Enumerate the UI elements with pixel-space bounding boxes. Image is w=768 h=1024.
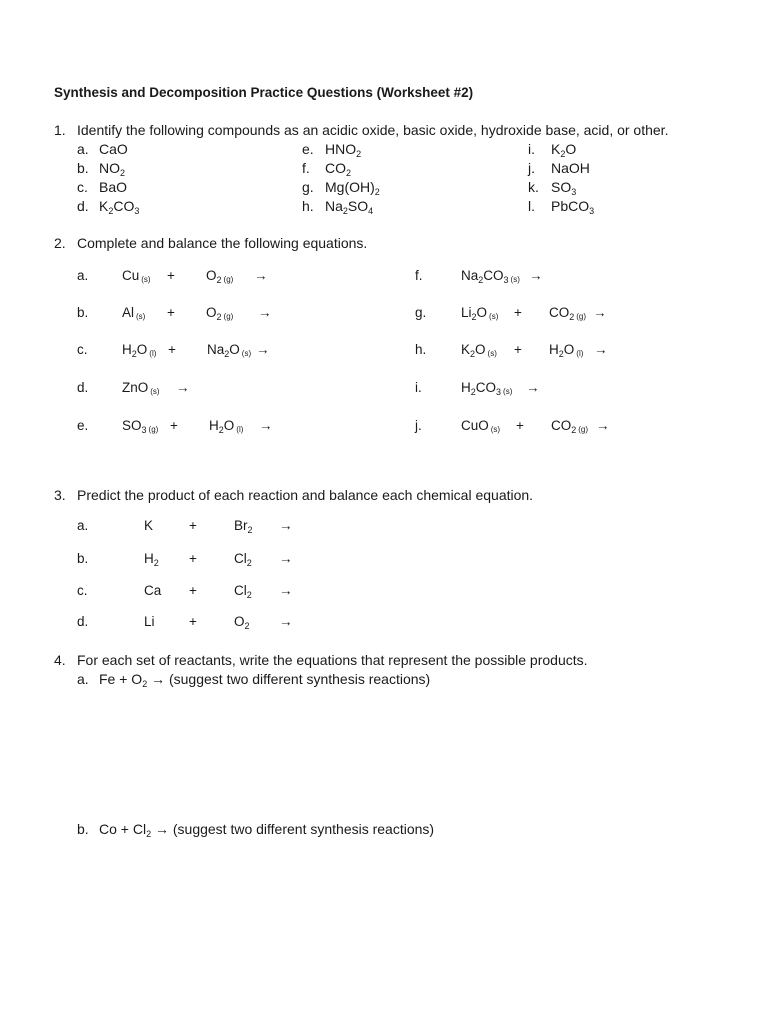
q2-letter: i.: [415, 380, 422, 395]
reactant: $H_2O$ (l): [549, 342, 584, 359]
reactant: CuO (s): [461, 418, 501, 434]
arrow: →: [526, 380, 540, 395]
q1-letter: i.: [528, 141, 535, 157]
q1-number: 1.: [54, 122, 66, 138]
reactant: $O_2$ (g): [206, 305, 234, 322]
reactant: $H_2O$ (l): [122, 342, 157, 359]
arrow: →: [254, 268, 268, 283]
q1-letter: k.: [528, 179, 539, 195]
plus-sign: +: [189, 518, 197, 533]
q1-formula: $K_2O$: [551, 141, 577, 159]
q4-number: 4.: [54, 652, 66, 668]
q2-letter: a.: [77, 268, 89, 283]
q1-formula: $NO_2$: [99, 160, 126, 178]
reactant: $Br_2$: [234, 518, 253, 535]
worksheet-title: Synthesis and Decomposition Practice Questions (Worksheet #2): [54, 85, 474, 100]
arrow: →: [258, 305, 272, 320]
q2-letter: f.: [415, 268, 423, 283]
q1-formula: $Mg(OH)_2$: [325, 179, 380, 197]
q2-text: Complete and balance the following equations.: [77, 235, 368, 251]
q1-formula: NaOH: [551, 160, 590, 176]
q1-formula: $SO_3$: [551, 179, 577, 197]
arrow: →: [256, 342, 270, 357]
q3-letter: b.: [77, 551, 89, 566]
q2-letter: c.: [77, 342, 88, 357]
arrow: →: [176, 380, 190, 395]
arrow: →: [279, 614, 293, 629]
plus-sign: +: [189, 551, 197, 566]
q2-number: 2.: [54, 235, 66, 251]
q1-letter: a.: [77, 141, 89, 157]
q1-letter: l.: [528, 198, 535, 214]
reactant: ZnO (s): [122, 380, 160, 396]
plus-sign: +: [514, 305, 522, 320]
arrow: →: [279, 551, 293, 566]
q1-letter: c.: [77, 179, 88, 195]
plus-sign: +: [167, 268, 175, 283]
q2-letter: g.: [415, 305, 427, 320]
q4-text: For each set of reactants, write the equations that represent the possible products.: [77, 652, 588, 668]
q2-letter: h.: [415, 342, 427, 357]
q2-letter: d.: [77, 380, 89, 395]
q4-letter: b.: [77, 821, 89, 837]
q1-letter: f.: [302, 160, 310, 176]
q1-letter: b.: [77, 160, 89, 176]
reactant: $H_2$: [144, 551, 159, 568]
q1-text: Identify the following compounds as an acidic oxide, basic oxide, hydroxide base, acid, or other.: [77, 122, 669, 138]
plus-sign: +: [168, 342, 176, 357]
plus-sign: +: [167, 305, 175, 320]
q1-formula: CaO: [99, 141, 128, 157]
reactant: $O_2$ (g): [206, 268, 234, 285]
q4-item-text: $Co + Cl_2$ → (suggest two different synthesis reactions): [99, 821, 435, 839]
q3-letter: d.: [77, 614, 89, 629]
q1-letter: e.: [302, 141, 314, 157]
reactant: $Li_2O$ (s): [461, 305, 499, 322]
arrow: →: [279, 583, 293, 598]
q1-letter: j.: [528, 160, 535, 176]
reactant: Li: [144, 614, 155, 629]
q1-letter: g.: [302, 179, 314, 195]
q1-letter: h.: [302, 198, 314, 214]
plus-sign: +: [189, 583, 197, 598]
reactant: $CO_2$ (g): [549, 305, 587, 322]
q3-number: 3.: [54, 487, 66, 503]
plus-sign: +: [189, 614, 197, 629]
reactant: $K_2O$ (s): [461, 342, 497, 359]
q1-formula: $HNO_2$: [325, 141, 362, 159]
reactant: $O_2$: [234, 614, 250, 631]
q3-letter: a.: [77, 518, 89, 533]
q4-letter: a.: [77, 671, 89, 687]
q1-formula: $CO_2$: [325, 160, 352, 178]
reactant: $Cl_2$: [234, 551, 252, 568]
q4-item-text: $Fe + O_2$ → (suggest two different synthesis reactions): [99, 671, 431, 689]
reactant: $Cl_2$: [234, 583, 252, 600]
arrow: →: [594, 342, 608, 357]
q1-letter: d.: [77, 198, 89, 214]
reactant: $SO_3$ (g): [122, 418, 159, 435]
q2-letter: j.: [415, 418, 422, 433]
plus-sign: +: [516, 418, 524, 433]
arrow: →: [279, 518, 293, 533]
reactant: Cu (s): [122, 268, 151, 284]
q1-formula: PbCO$_3$: [551, 198, 595, 216]
reactant: $H_2CO_3$ (s): [461, 380, 513, 397]
q2-letter: e.: [77, 418, 89, 433]
plus-sign: +: [514, 342, 522, 357]
q2-letter: b.: [77, 305, 89, 320]
q1-formula: BaO: [99, 179, 128, 195]
reactant: $Na_2CO_3$ (s): [461, 268, 520, 285]
reactant: Al (s): [122, 305, 146, 321]
reactant: Ca: [144, 583, 162, 598]
arrow: →: [529, 268, 543, 283]
q3-letter: c.: [77, 583, 88, 598]
reactant: $Na_2O$ (s): [207, 342, 252, 359]
arrow: →: [596, 418, 610, 433]
reactant: K: [144, 518, 154, 533]
q1-formula: $Na_2SO_4$: [325, 198, 374, 216]
reactant: $H_2O$ (l): [209, 418, 244, 435]
arrow: →: [259, 418, 273, 433]
q3-text: Predict the product of each reaction and balance each chemical equation.: [77, 487, 534, 503]
reactant: $CO_2$ (g): [551, 418, 589, 435]
plus-sign: +: [170, 418, 178, 433]
arrow: →: [593, 305, 607, 320]
q1-formula: $K_2CO_3$: [99, 198, 140, 216]
